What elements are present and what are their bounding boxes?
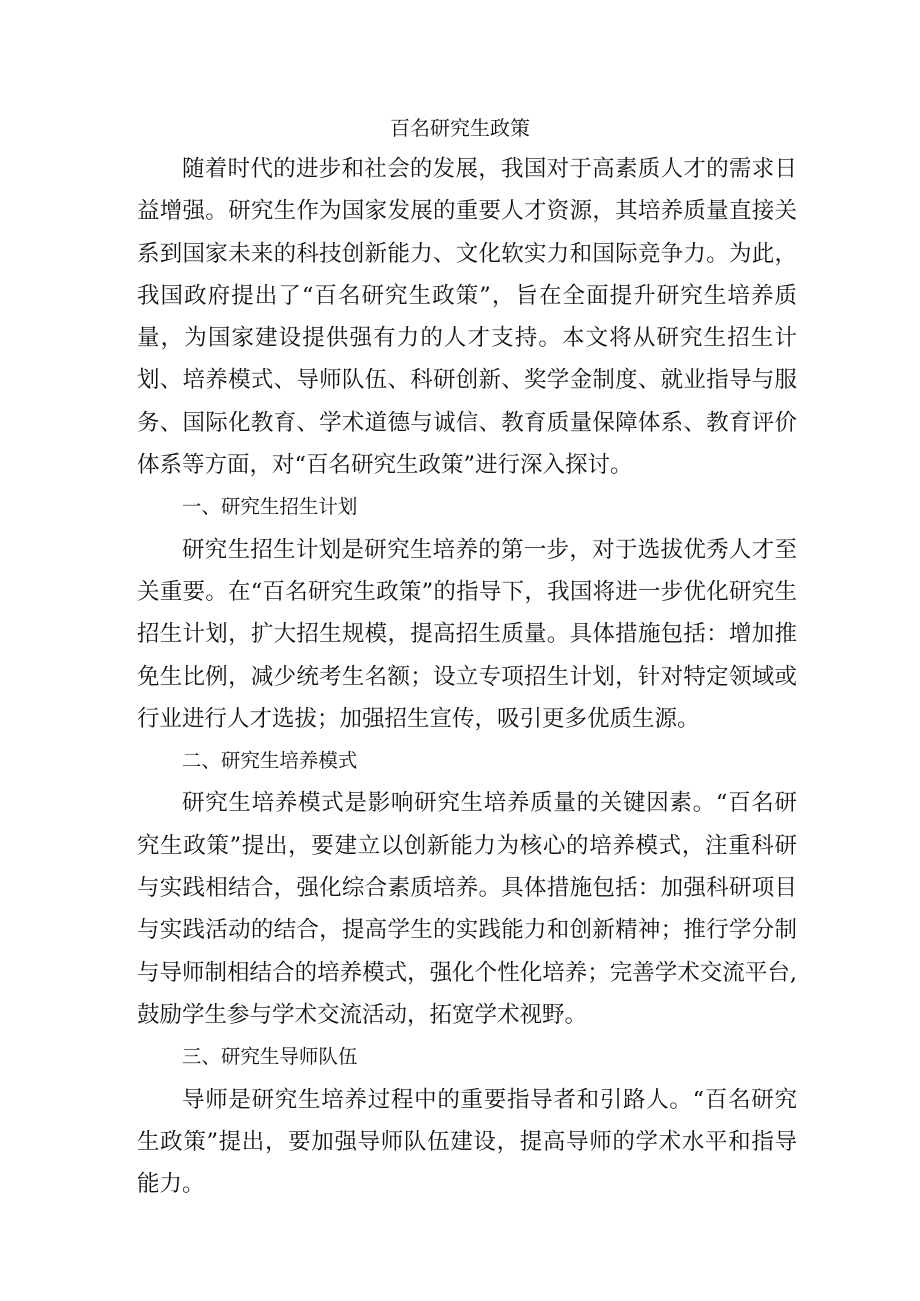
- section-body-1: 研究生招生计划是研究生培养的第一步，对于选拔优秀人才至关重要。在“百名研究生政策”的指导下，我国将进一步优化研究生招生计划，扩大招生规模，提高招生质量。具体措施包括：增加推免生比例，减少统考生名额；设立专项招生计划，针对特定领域或行业进行人才选拔；加强招生宣传，吸引更多优质生源。: [137, 536, 797, 732]
- document-title: 百名研究生政策: [390, 116, 530, 140]
- section-heading-1: 一、研究生招生计划: [181, 495, 358, 519]
- section-heading-2: 二、研究生培养模式: [181, 749, 358, 773]
- section-body-2: 研究生培养模式是影响研究生培养质量的关键因素。“百名研究生政策”提出，要建立以创新能力为核心的培养模式，注重科研与实践相结合，强化综合素质培养。具体措施包括：加强科研项目与实践活动的结合，提高学生的实践能力和创新精神；推行学分制与导师制相结合的培养模式，强化个性化培养；完善学术交流平台,鼓励学生参与学术交流活动，拓宽学术视野。: [137, 790, 797, 1028]
- intro-paragraph: 随着时代的进步和社会的发展，我国对于高素质人才的需求日益增强。研究生作为国家发展的重要人才资源，其培养质量直接关系到国家未来的科技创新能力、文化软实力和国际竞争力。为此，我国政府提出了“百名研究生政策”，旨在全面提升研究生培养质量，为国家建设提供强有力的人才支持。本文将从研究生招生计划、培养模式、导师队伍、科研创新、奖学金制度、就业指导与服务、国际化教育、学术道德与诚信、教育质量保障体系、教育评价体系等方面，对“百名研究生政策”进行深入探讨。: [137, 156, 797, 479]
- section-body-3: 导师是研究生培养过程中的重要指导者和引路人。“百名研究生政策”提出，要加强导师队伍建设，提高导师的学术水平和指导能力。: [137, 1086, 797, 1198]
- section-heading-3: 三、研究生导师队伍: [181, 1045, 358, 1069]
- document-body: [137, 148, 797, 1205]
